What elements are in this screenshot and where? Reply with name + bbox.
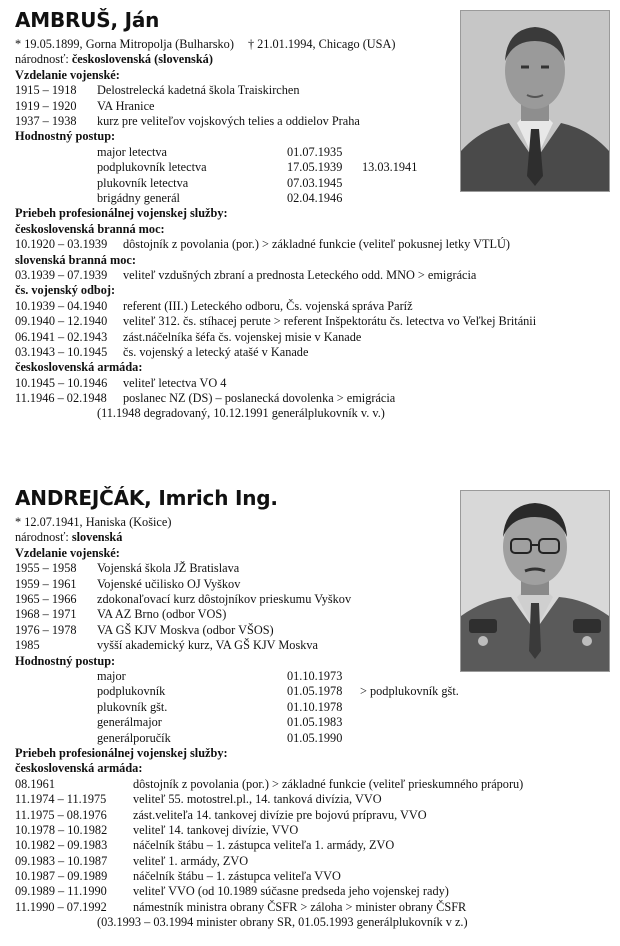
service-heading: Priebeh profesionálnej vojenskej služby: (15, 745, 228, 760)
service-text: veliteľ 14. tankovej divízie, VVO (133, 822, 299, 837)
portrait-photo (460, 490, 610, 672)
service-group-label: československá branná moc: (15, 221, 165, 236)
rank-row (15, 191, 610, 206)
service-list (15, 761, 610, 915)
service-text: náčelník štábu – 1. zástupca veliteľa 1. armády, ZVO (133, 838, 395, 853)
service-row (15, 854, 610, 869)
education-text: zdokonaľovací kurz dôstojníkov prieskumu Vyškov (97, 592, 352, 606)
rank-row (15, 684, 610, 699)
service-heading: Priebeh profesionálnej vojenskej služby: (15, 206, 228, 221)
rank-name: brigádny generál (97, 190, 180, 205)
service-period: 06.1941 – 02.1943 (15, 329, 108, 344)
service-period: 10.1939 – 04.1940 (15, 298, 108, 313)
person-name: AMBRUŠ, Ján (15, 8, 160, 32)
rank-date: 01.05.1978 (287, 684, 343, 699)
education-text: VA AZ Brno (odbor VOS) (97, 607, 227, 622)
nationality-value: slovenská (71, 530, 123, 545)
service-period: 11.1946 – 02.1948 (15, 391, 107, 406)
service-text: dôstojník z povolania (por.) > základné funkcie (veliteľ prieskumného práporu) (133, 776, 524, 791)
rank-note: > podplukovník gšt. (360, 684, 459, 699)
service-group-label: československá armáda: (15, 761, 143, 776)
ranks-heading: Hodnostný postup: (15, 129, 116, 144)
service-group-label: čs. vojenský odboj: (15, 283, 116, 298)
education-years: 1985 (15, 638, 40, 653)
birth-info: * 12.07.1941, Haniska (Košice) (15, 515, 172, 529)
service-text: zást.veliteľa 14. tankovej divízie pre bojovú prípravu, VVO (133, 807, 427, 822)
rank-row (15, 700, 610, 715)
service-period: 03.1943 – 10.1945 (15, 344, 108, 359)
service-group-heading (15, 283, 610, 298)
service-text: námestník ministra obrany ČSFR > záloha > minister obrany ČSFR (133, 899, 467, 914)
education-text: Vojenské učilisko OJ Vyškov (97, 576, 241, 591)
footnote: (03.1993 – 03.1994 minister obrany SR, 01.05.1993 generálplukovník v z.) (97, 915, 468, 930)
service-row (15, 900, 610, 915)
service-row (15, 237, 610, 252)
education-years: 1959 – 1961 (15, 576, 77, 591)
education-years: 1919 – 1920 (15, 98, 77, 113)
nationality-label: národnosť: (15, 52, 72, 67)
rank-date: 01.05.1990 (287, 730, 343, 745)
service-row (15, 268, 610, 283)
rank-name: major letectva (97, 144, 167, 159)
education-text: Delostrelecká kadetná škola Traiskirchen (97, 83, 300, 98)
service-text: náčelník štábu – 1. zástupca veliteľa VVO (133, 869, 341, 884)
rank-name: generálmajor (97, 715, 162, 730)
rank-name: podplukovník letectva (97, 160, 207, 175)
service-row (15, 808, 610, 823)
service-period: 10.1945 – 10.1946 (15, 375, 108, 390)
service-text: referent (III.) Leteckého odboru, Čs. vojenská správa Paríž (123, 298, 413, 313)
rank-date: 01.10.1978 (287, 699, 343, 714)
service-row (15, 330, 610, 345)
service-group-label: československá armáda: (15, 360, 143, 375)
service-group-label: slovenská branná moc: (15, 252, 136, 267)
service-text: veliteľ 1. armády, ZVO (133, 853, 249, 868)
person-entry-ambrus (15, 8, 610, 422)
service-text: veliteľ 55. motostrel.pl., 14. tanková divízia, VVO (133, 792, 382, 807)
education-years: 1937 – 1938 (15, 114, 77, 128)
service-row (15, 345, 610, 360)
rank-row (15, 715, 610, 730)
service-row (15, 299, 610, 314)
rank-date: 01.10.1973 (287, 668, 343, 683)
service-row (15, 823, 610, 838)
education-years: 1965 – 1966 (15, 592, 77, 606)
service-period: 03.1939 – 07.1939 (15, 267, 108, 282)
service-text: veliteľ 312. čs. stíhacej perute > referent Inšpektorátu čs. letectva vo Veľkej Británii (123, 314, 537, 329)
portrait-andrejcak-image (461, 491, 609, 671)
rank-name: major (97, 668, 126, 683)
service-text: dôstojník z povolania (por.) > základné funkcie (veliteľ pokusnej letky VTLÚ) (123, 237, 510, 252)
rank-name: plukovník gšt. (97, 699, 168, 714)
birth-info: * 19.05.1899, Gorna Mitropolja (Bulharsko) (15, 37, 234, 51)
service-period: 09.1989 – 11.1990 (15, 884, 107, 899)
portrait-ambrus-image (461, 11, 609, 191)
service-text: veliteľ letectva VO 4 (123, 375, 227, 390)
person-name: ANDREJČÁK, Imrich Ing. (15, 486, 278, 510)
service-row (15, 884, 610, 899)
service-group-heading (15, 253, 610, 268)
education-years: 1968 – 1971 (15, 607, 77, 622)
service-period: 10.1982 – 09.1983 (15, 838, 108, 853)
service-text: veliteľ vzdušných zbraní a prednosta Leteckého odd. MNO > emigrácia (123, 267, 477, 282)
service-row (15, 792, 610, 807)
service-group-heading (15, 222, 610, 237)
portrait-photo (460, 10, 610, 192)
education-text: vyšší akademický kurz, VA GŠ KJV Moskva (97, 638, 319, 653)
service-group-heading (15, 761, 610, 776)
footnote: (11.1948 degradovaný, 10.12.1991 generálplukovník v. v.) (97, 406, 385, 421)
education-years: 1955 – 1958 (15, 561, 77, 576)
service-period: 10.1987 – 09.1989 (15, 869, 108, 884)
ranks-heading: Hodnostný postup: (15, 653, 116, 668)
nationality-value: československá (slovenská) (71, 52, 213, 67)
education-heading: Vzdelanie vojenské: (15, 545, 120, 560)
education-heading: Vzdelanie vojenské: (15, 67, 120, 82)
service-row (15, 391, 610, 406)
service-period: 11.1975 – 08.1976 (15, 807, 107, 822)
service-period: 11.1974 – 11.1975 (15, 792, 107, 807)
rank-date: 07.03.1945 (287, 175, 343, 190)
rank-date: 17.05.1939 (287, 160, 343, 175)
education-years: 1915 – 1918 (15, 83, 77, 98)
person-entry-andrejcak (15, 486, 610, 931)
service-row (15, 869, 610, 884)
service-period: 10.1978 – 10.1982 (15, 822, 108, 837)
service-period: 11.1990 – 07.1992 (15, 899, 107, 914)
service-list (15, 222, 610, 407)
service-text: veliteľ VVO (od 10.1989 súčasne predseda jeho vojenskej rady) (133, 884, 449, 899)
rank-name: podplukovník (97, 684, 166, 699)
nationality-label: národnosť: (15, 530, 72, 545)
ranks-list (15, 669, 610, 746)
rank-date: 02.04.1946 (287, 190, 343, 205)
service-row (15, 376, 610, 391)
rank-date: 01.07.1935 (287, 144, 343, 159)
rank-note: 13.03.1941 (362, 160, 418, 175)
service-text: poslanec NZ (DS) – poslanecká dovolenka > emigrácia (123, 391, 396, 406)
education-text: VA Hranice (97, 98, 155, 113)
service-text: čs. vojenský a letecký atašé v Kanade (123, 344, 309, 359)
service-period: 08.1961 (15, 776, 55, 791)
rank-name: generálporučík (97, 730, 171, 745)
service-row (15, 314, 610, 329)
education-text: VA GŠ KJV Moskva (odbor VŠOS) (97, 622, 274, 637)
service-row (15, 838, 610, 853)
service-row (15, 777, 610, 792)
education-years: 1976 – 1978 (15, 622, 77, 637)
service-group-heading (15, 360, 610, 375)
education-text: kurz pre veliteľov vojskových telies a oddielov Praha (97, 114, 360, 128)
service-period: 10.1920 – 03.1939 (15, 237, 108, 252)
service-period: 09.1983 – 10.1987 (15, 853, 108, 868)
service-text: zást.náčelníka šéfa čs. vojenskej misie v Kanade (123, 329, 362, 344)
rank-date: 01.05.1983 (287, 715, 343, 730)
service-period: 09.1940 – 12.1940 (15, 314, 108, 329)
rank-name: plukovník letectva (97, 175, 189, 190)
death-info: † 21.01.1994, Chicago (USA) (247, 37, 396, 51)
rank-row (15, 731, 610, 746)
education-text: Vojenská škola JŽ Bratislava (97, 561, 240, 576)
